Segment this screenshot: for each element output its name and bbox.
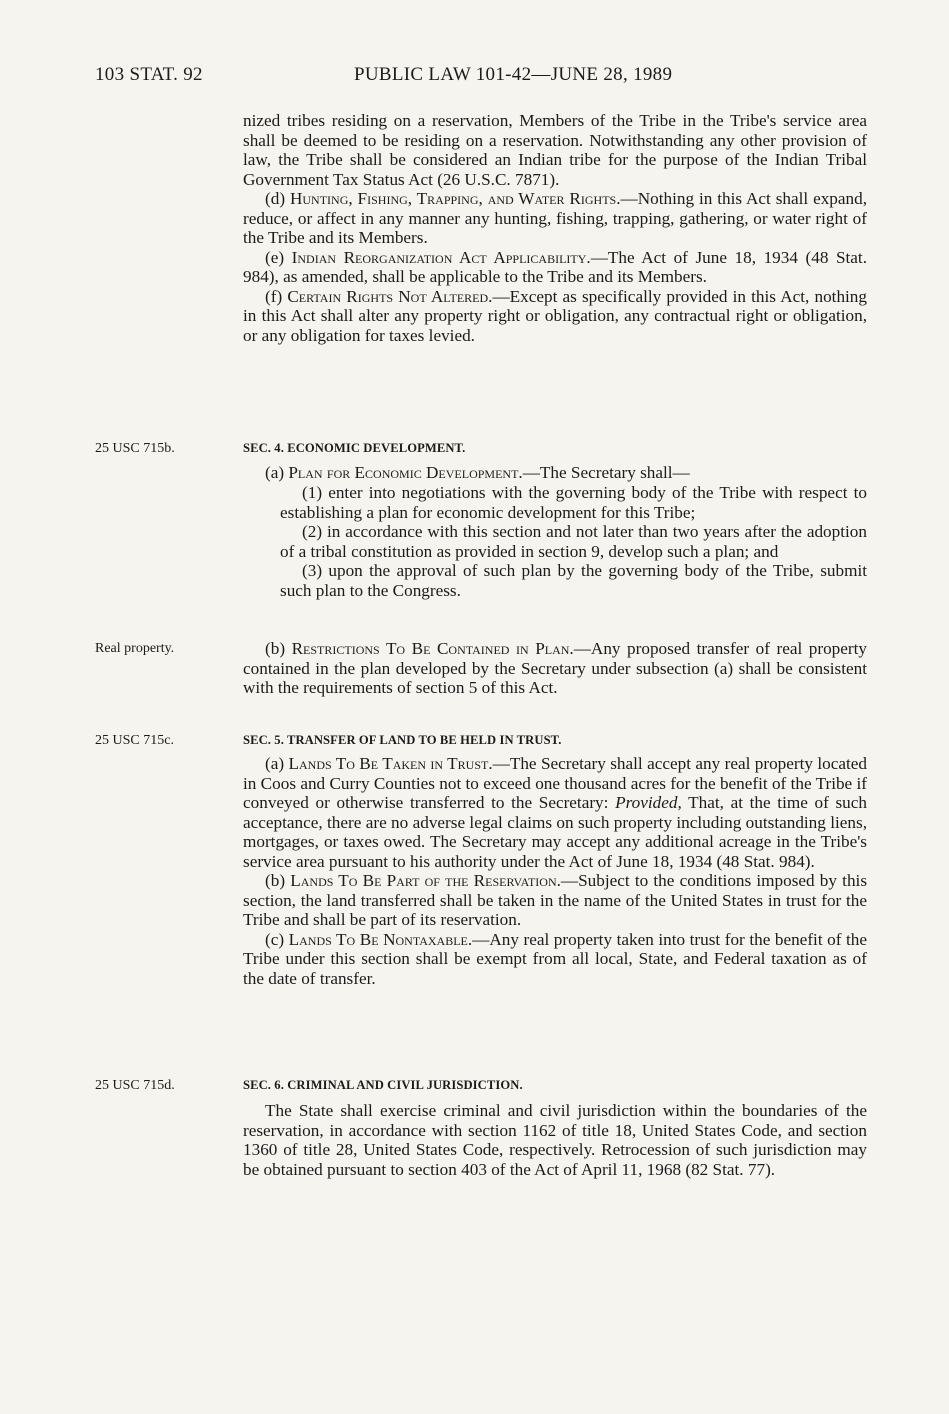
subsection-heading: Lands To Be Taken in Trust. (288, 754, 493, 773)
subsection-b (243, 871, 867, 930)
subsection-heading: Indian Reorganization Act Applicability. (291, 247, 591, 267)
subsection-label: (b) (265, 639, 292, 658)
subsection-d (243, 189, 867, 248)
subsection-text: —Subject to the conditions imposed by this section, the land transferred shall be taken in the name of the United States in trust for the Tribe and shall be part of its reservation. (243, 871, 868, 929)
subsection-c (243, 930, 867, 989)
margin-citation: 25 USC 715c. (95, 733, 174, 748)
subsection-heading: Plan for Economic Development. (288, 463, 523, 482)
subsection-heading: Certain Rights Not Altered. (287, 286, 493, 306)
subsection-e (243, 248, 867, 287)
subsection-b (243, 639, 867, 698)
subsection-label: (a) (265, 463, 289, 482)
subsection-f (243, 287, 867, 346)
subsection-text: —Except as specifically provided in this Act, nothing in this Act shall alter any property right or obligation, any contractual right or obligation, or any obligation for taxes levied. (243, 286, 867, 345)
list-item: (1) enter into negotiations with the governing body of the Tribe with respect to establishing a plan for economic development for this Tribe; (280, 483, 867, 522)
subsection-text: That, at the time of such acceptance, there are no adverse legal claims on such property including outstanding liens, mortgages, or taxes owed. The Secretary may accept any additional acreage in the Tribe's service area pursuant to his authority under the Act of June 18, 1934 (48 Stat. 984). (243, 793, 867, 871)
subsection-text: —Any proposed transfer of real property contained in the plan developed by the Secretary under subsection (a) shall be consistent with the requirements of section 5 of this Act. (243, 639, 867, 697)
subsection-label: (c) (265, 929, 289, 949)
section-paragraph: The State shall exercise criminal and civil jurisdiction within the boundaries of the reservation, in accordance with section 1162 of title 18, United States Code, and section 1360 of title 28, United States Code, respectively. Retrocession of such jurisdiction may be obtained pursuant to section 403 of the Act of April 11, 1968 (82 Stat. 77). (243, 1101, 867, 1179)
subsection-a (243, 754, 867, 871)
subsection-text: —The Act of June 18, 1934 (48 Stat. 984), as amended, shall be applicable to the Tribe and its Members. (243, 247, 868, 286)
section-4-body (243, 463, 867, 483)
subsection-label: (a) (265, 754, 289, 773)
subsection-text: —The Secretary shall— (522, 463, 690, 482)
section-5-body (243, 754, 867, 988)
subsection-label: (f) (265, 286, 288, 306)
page-reference: 103 STAT. 92 (95, 64, 203, 85)
subsection-text: —The Secretary shall accept any real property located in Coos and Curry Counties not to exceed one thousand acres for the benefit of the Tribe if conveyed or otherwise transferred to the Secretary: (243, 754, 867, 812)
subsection-heading: Lands To Be Nontaxable. (288, 929, 473, 949)
list-item: (3) upon the approval of such plan by the governing body of the Tribe, submit such plan to the Congress. (280, 561, 867, 600)
page-title: PUBLIC LAW 101-42—JUNE 28, 1989 (354, 64, 673, 85)
subsection-label: (b) (265, 871, 291, 890)
margin-note: Real property. (95, 641, 175, 656)
provided-term: Provided, (615, 793, 682, 812)
subsection-label: (d) (265, 189, 290, 208)
section-heading: SEC. 4. ECONOMIC DEVELOPMENT. (243, 441, 466, 455)
list-item: (2) in accordance with this section and not later than two years after the adoption of a tribal constitution as provided in section 9, develop such a plan; and (280, 522, 867, 561)
subsection-heading: Restrictions To Be Contained in Plan. (291, 639, 574, 658)
subsection-a (243, 463, 867, 483)
subsection-text: —Any real property taken into trust for the benefit of the Tribe under this section shall be exempt from all local, State, and Federal taxation as of the date of transfer. (243, 929, 867, 988)
section-4-items (280, 483, 867, 600)
section-heading: SEC. 6. CRIMINAL AND CIVIL JURISDICTION. (243, 1078, 523, 1092)
margin-citation: 25 USC 715d. (95, 1078, 175, 1093)
subsection-heading: Lands To Be Part of the Reservation. (290, 871, 561, 890)
intro-block (243, 111, 867, 345)
subsection-heading: Hunting, Fishing, Trapping, and Water Rights. (289, 189, 621, 208)
subsection-label: (e) (265, 247, 292, 267)
section-heading: SEC. 5. TRANSFER OF LAND TO BE HELD IN TRUST. (243, 733, 562, 747)
subsection-text: —Nothing in this Act shall expand, reduce, or affect in any manner any hunting, fishing, trapping, gathering, or water right of the Tribe and its Members. (243, 189, 867, 247)
intro-paragraph: nized tribes residing on a reservation, Members of the Tribe in the Tribe's service area shall be deemed to be residing on a reservation. Notwithstanding any other provision of law, the Tribe shall be considered an Indian tribe for the purpose of the Indian Tribal Government Tax Status Act (26 U.S.C. 7871). (243, 111, 867, 189)
section-4-subsection-b (243, 639, 867, 698)
margin-citation: 25 USC 715b. (95, 441, 175, 456)
section-6-body (243, 1101, 867, 1179)
